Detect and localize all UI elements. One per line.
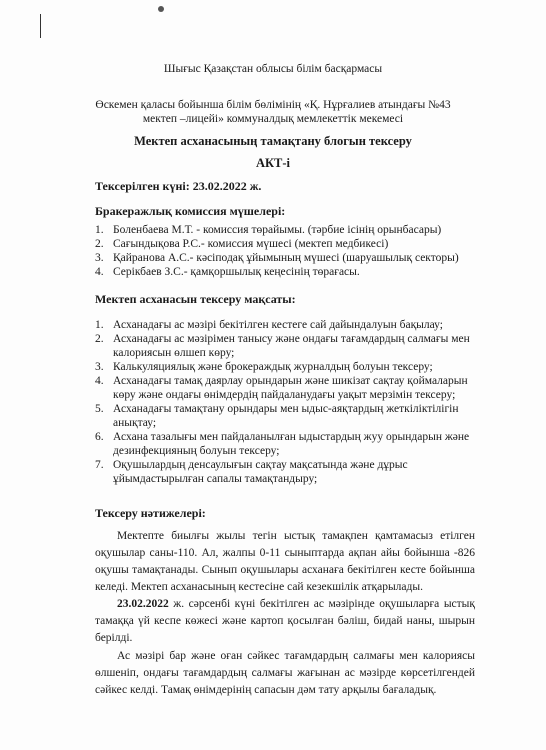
- header-line-1: Шығыс Қазақстан облысы білім басқармасы: [163, 63, 383, 75]
- header-line-2: Өскемен қаласы бойынша білім бөлімінің «Қ. Нұрғалиев атындағы №43: [95, 99, 451, 111]
- header-line-3: мектеп –лицейі» коммуналдық мемлекеттік мекемесі: [142, 113, 404, 125]
- purpose-heading: Мектеп асханасын тексеру мақсаты:: [95, 292, 296, 306]
- results-heading: Тексеру нәтижелері:: [95, 506, 206, 520]
- list-item: 5. Асханадағы тамақтану орындары мен ыдыс-аяқтардың жеткіліктілігін анықтау;: [95, 403, 459, 429]
- list-item: 4. Асханадағы тамақ даярлау орындарын және шикізат сақтау қоймаларын көру және ондағы өнімдердің пайдаланудағы уақыт мерзімін тексеру;: [95, 375, 468, 401]
- results-paragraph-1: Мектепте биылғы жылы тегін ыстық тамақпен қамтамасыз етілген оқушылар саны-110. Ал, жалпы 0-11 сыныптарда ақпан айы бойынша -826 оқушы тамақтанады. Сынып оқушылары асханаға бекітілген кесте бойынша келеді. Мектеп асханасының кестесіне сай кезекшілік атқарылады.: [95, 530, 475, 593]
- list-item: 1. Асханадағы ас мәзірі бекітілген кестеге сай дайындалуын бақылау;: [95, 319, 443, 331]
- results-paragraph-3: Ас мәзірі бар және оған сәйкес тағамдардың салмағы мен калориясы өлшеніп, ондағы тағамдардың салмағы жағынан ас мәзірде көрсетілгендей сәйкес келді. Тамақ өнімдерінің сапасын дәм тату арқылы бағаладық.: [95, 650, 475, 696]
- commission-heading: Бракеражлық комиссия мүшелері:: [95, 204, 286, 218]
- results-date: 23.02.2022: [117, 598, 169, 610]
- list-item: 3. Калькуляциялық және брокераждық журналдың болуын тексеру;: [95, 361, 433, 373]
- list-item: 2. Сағындықова Р.С.- комиссия мүшесі (мектеп медбикесі): [95, 238, 389, 250]
- list-item: 3. Қайранова А.С.- кәсіподақ ұйымының мүшесі (шаруашылық секторы): [95, 252, 459, 264]
- list-item: 4. Серікбаев З.С.- қамқоршылық кеңесінің төрағасы.: [95, 266, 360, 278]
- document-title: Мектеп асханасының тамақтану блогын тексеру: [134, 134, 412, 148]
- purpose-list: [95, 318, 475, 486]
- list-item: 7. Оқушылардың денсаулығын сақтау мақсатында және дұрыс ұйымдастырылған сапалы тамақтандыру;: [95, 459, 408, 485]
- commission-list: [95, 223, 475, 279]
- inspection-date: Тексерілген күні: 23.02.2022 ж.: [95, 179, 262, 193]
- list-item: 6. Асхана тазалығы мен пайдаланылған ыдыстардың жуу орындарын және дезинфекцияның болуын тексеру;: [95, 431, 470, 457]
- scan-mark: [40, 14, 41, 38]
- scan-dot: [158, 6, 164, 12]
- results-paragraph-2: 23.02.2022 ж. сәрсенбі күні бекітілген ас мәзірінде оқушыларға ыстық тамаққа үй кеспе көжесі және картоп қосылған бәліш, бидай наны, шырын берілді.: [95, 598, 475, 644]
- list-item: 1. Боленбаева М.Т. - комиссия төрайымы. (тәрбие ісінің орынбасары): [95, 224, 442, 236]
- list-item: 2. Асханадағы ас мәзірімен танысу және ондағы тағамдардың салмағы мен калориясын өлшеп көру;: [95, 333, 470, 359]
- document-subtitle: АКТ-і: [255, 156, 291, 170]
